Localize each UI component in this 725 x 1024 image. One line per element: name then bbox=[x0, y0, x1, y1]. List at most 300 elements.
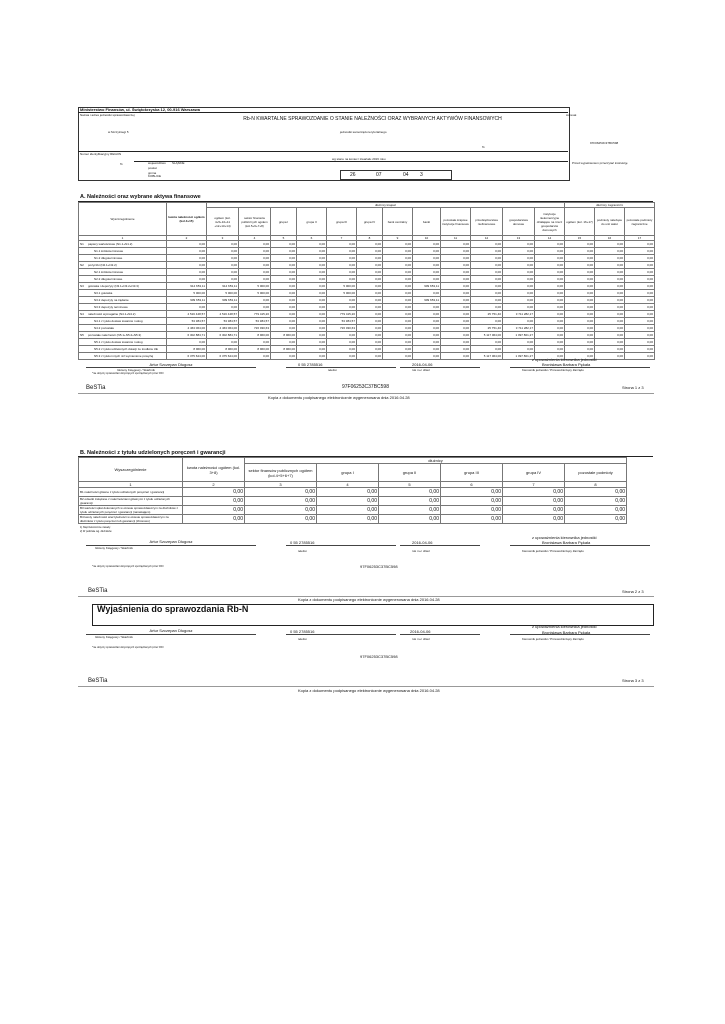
table-cell: 0,00 bbox=[503, 262, 535, 269]
table-cell: 0,00 bbox=[239, 297, 271, 304]
page2-bestia: BeSTia bbox=[88, 588, 108, 594]
table-cell: 0,00 bbox=[357, 262, 383, 269]
table-cell: 0,00 bbox=[565, 515, 627, 524]
table-cell: 0,00 bbox=[503, 255, 535, 262]
unit-name: w.Szczytniegi 5 bbox=[108, 130, 129, 134]
sig-name-left: Artur Szczepan Długosz bbox=[149, 362, 193, 367]
table-cell: 0,00 bbox=[503, 339, 535, 346]
row-text: pozostałe należności (N5.1+N5.2+N5.3) bbox=[88, 333, 142, 337]
row-label bbox=[79, 297, 167, 304]
table-cell: 0,00 bbox=[271, 339, 297, 346]
table-cell: 0,00 bbox=[565, 248, 595, 255]
sig-right-line1: z upoważnienia kierownika jednostki bbox=[532, 357, 597, 362]
table-cell: 0,00 bbox=[297, 297, 327, 304]
regon-label: Numer identyfikacyjny REGON bbox=[80, 152, 122, 156]
table-cell: 0,00 bbox=[297, 269, 327, 276]
table-cell: 0,00 bbox=[535, 283, 565, 290]
table-cell: 4 463 064,00 bbox=[167, 325, 207, 332]
table-cell: 0,00 bbox=[625, 346, 655, 353]
row-text: N1.2 długoterminowe bbox=[94, 256, 123, 260]
table-cell: 0,00 bbox=[379, 497, 441, 506]
row-label bbox=[79, 276, 167, 283]
b-col-grupa1: grupa I bbox=[317, 464, 379, 482]
row-label bbox=[79, 325, 167, 332]
table-cell: 0,00 bbox=[595, 311, 625, 318]
table-cell: 0,00 bbox=[297, 283, 327, 290]
col-number: 1 bbox=[79, 236, 167, 241]
table-cell: 53 384,57 bbox=[239, 318, 271, 325]
table-cell: 0,00 bbox=[357, 325, 383, 332]
table-cell: 0,00 bbox=[441, 325, 471, 332]
table-cell: 0,00 bbox=[625, 297, 655, 304]
table-cell: 0,00 bbox=[503, 269, 535, 276]
table-cell: 0,00 bbox=[535, 311, 565, 318]
table-cell: 0,00 bbox=[245, 497, 317, 506]
b-row-label: B2 odsetki związane z należnościami głównymi z tytułu udzielonych gwarancji bbox=[79, 497, 183, 506]
col-kwota: kwota należności ogółem (kol.3+15) bbox=[167, 203, 207, 236]
page3-page-no: Strona 3 z 3 bbox=[622, 678, 644, 683]
p2-sig-footnote: *nie dotyczy sprawozdań dotyczących sporządzanych przez RIO bbox=[92, 565, 164, 568]
b-col-number: 2 bbox=[183, 482, 245, 488]
table-cell: 0,00 bbox=[383, 283, 413, 290]
page1-code: 97F06253C37BC598 bbox=[342, 384, 389, 390]
table-cell: 0,00 bbox=[471, 262, 503, 269]
table-cell: 0,00 bbox=[595, 269, 625, 276]
col-number: 9 bbox=[383, 236, 413, 241]
table-cell: 0,00 bbox=[167, 248, 207, 255]
col-gospodarstwa: gospodarstwa domowe bbox=[503, 208, 535, 236]
table-cell: 0,00 bbox=[297, 262, 327, 269]
table-cell: 0,00 bbox=[595, 241, 625, 248]
table-cell: 0,00 bbox=[595, 332, 625, 339]
table-row bbox=[79, 276, 655, 283]
col-grupa3: grupa III bbox=[327, 208, 357, 236]
section-b-title: B. Należności z tytułu udzielonych poręczeń i gwarancji bbox=[80, 450, 226, 456]
p3-sig-date: 2016-04-06 bbox=[410, 629, 431, 634]
table-cell: 0,00 bbox=[595, 339, 625, 346]
table-cell: 0,00 bbox=[357, 304, 383, 311]
table-cell: 0,00 bbox=[535, 318, 565, 325]
table-cell: 0,00 bbox=[625, 241, 655, 248]
table-cell: 0,00 bbox=[327, 255, 357, 262]
table-cell: 0,00 bbox=[565, 255, 595, 262]
table-cell: 0,00 bbox=[535, 297, 565, 304]
table-cell: 0,00 bbox=[297, 332, 327, 339]
p3-sig-role-right: Kierownik jednostki / Przewodniczący Zarządu bbox=[522, 637, 584, 641]
table-cell: 0,00 bbox=[383, 241, 413, 248]
table-cell: 0,00 bbox=[357, 269, 383, 276]
table-cell: 0,00 bbox=[271, 325, 297, 332]
col-number: 11 bbox=[441, 236, 471, 241]
table-cell: 0,00 bbox=[441, 488, 503, 497]
table-cell: 0,00 bbox=[383, 346, 413, 353]
table-cell: 0,00 bbox=[441, 311, 471, 318]
unit-label: Nazwa i adres jednostki sprawozdawczej bbox=[80, 113, 135, 117]
table-cell: 0,00 bbox=[327, 297, 357, 304]
p3-sig-name-left: Artur Szczepan Długosz bbox=[149, 628, 193, 633]
table-cell: 0,00 bbox=[271, 297, 297, 304]
col-number: 14 bbox=[535, 236, 565, 241]
table-cell: 5 000,00 bbox=[239, 290, 271, 297]
section-a-title: A. Należności oraz wybrane aktywa finansowe bbox=[80, 194, 201, 200]
table-cell: 0,00 bbox=[441, 332, 471, 339]
row-label bbox=[79, 318, 167, 325]
table-row bbox=[79, 325, 655, 332]
table-cell: 0,00 bbox=[625, 283, 655, 290]
row-label bbox=[79, 269, 167, 276]
b-col-number: 8 bbox=[565, 482, 627, 488]
table-cell: 0,00 bbox=[441, 269, 471, 276]
table-cell: 779 415,20 bbox=[239, 311, 271, 318]
table-cell: 0,00 bbox=[207, 276, 239, 283]
table-cell: 0,00 bbox=[357, 255, 383, 262]
deadline-label: Przed wypełnieniem przeczytać instrukcję bbox=[572, 161, 628, 165]
table-cell: 0,00 bbox=[471, 283, 503, 290]
table-cell: 0,00 bbox=[441, 290, 471, 297]
table-cell: 0,00 bbox=[167, 241, 207, 248]
table-cell: 0,00 bbox=[441, 515, 503, 524]
table-cell: 0,00 bbox=[239, 262, 271, 269]
table-cell: 0,00 bbox=[503, 488, 565, 497]
table-cell: 0,00 bbox=[357, 332, 383, 339]
table-cell: 0,00 bbox=[565, 339, 595, 346]
table-row bbox=[79, 304, 655, 311]
table-cell: 0,00 bbox=[535, 276, 565, 283]
table-cell: 0,00 bbox=[595, 304, 625, 311]
table-cell: 0,00 bbox=[383, 269, 413, 276]
table-cell: 0,00 bbox=[317, 506, 379, 515]
table-cell: 0,00 bbox=[535, 339, 565, 346]
table-cell: 0,00 bbox=[317, 497, 379, 506]
addressee-label: Adresat bbox=[566, 113, 577, 117]
table-cell: 0,00 bbox=[383, 297, 413, 304]
table-cell: 0,00 bbox=[271, 311, 297, 318]
row-text: N5.1 z tytułu dostaw towarów i usług bbox=[94, 340, 143, 344]
table-cell: 0,00 bbox=[379, 515, 441, 524]
table-cell: 0,00 bbox=[535, 325, 565, 332]
p3-sig-phone-label: telefon bbox=[298, 637, 308, 641]
table-cell: 0,00 bbox=[383, 304, 413, 311]
table-cell: 0,00 bbox=[441, 283, 471, 290]
table-cell: 0,00 bbox=[595, 297, 625, 304]
col-group-krajowi: dłużnicy krajowi bbox=[207, 203, 565, 208]
table-cell: 0,00 bbox=[503, 304, 535, 311]
table-cell: 0,00 bbox=[471, 318, 503, 325]
row-label bbox=[79, 241, 167, 248]
row-label bbox=[79, 262, 167, 269]
col-bank-centralny: bank centralny bbox=[383, 208, 413, 236]
table-cell: 0,00 bbox=[357, 353, 383, 360]
explanations-title: Wyjaśnienia do sprawozdania Rb-N bbox=[97, 604, 249, 614]
table-cell: 0,00 bbox=[441, 248, 471, 255]
sig-phone-label: telefon bbox=[328, 368, 338, 372]
table-cell: 0,00 bbox=[565, 241, 595, 248]
table-cell: 0,00 bbox=[413, 325, 441, 332]
table-cell: 0,00 bbox=[183, 488, 245, 497]
table-cell: 0,00 bbox=[441, 339, 471, 346]
table-cell: 0,00 bbox=[297, 311, 327, 318]
col-number: 6 bbox=[297, 236, 327, 241]
table-cell: 0,00 bbox=[441, 353, 471, 360]
table-cell: 0,00 bbox=[167, 339, 207, 346]
col-number: 17 bbox=[625, 236, 655, 241]
table-cell: 25 751,40 bbox=[471, 311, 503, 318]
table-row bbox=[79, 488, 627, 497]
table-cell: 914 653,11 bbox=[167, 283, 207, 290]
table-cell: 0,00 bbox=[535, 290, 565, 297]
table-cell: 0,00 bbox=[441, 276, 471, 283]
ministry-address: Ministerstwo Finansów, ul. Świętokrzyska 12, 00-916 Warszawa bbox=[80, 107, 200, 112]
table-cell: 0,00 bbox=[595, 290, 625, 297]
table-cell: 6 302 884,71 bbox=[207, 332, 239, 339]
table-cell: 0,00 bbox=[327, 262, 357, 269]
row-label bbox=[79, 332, 167, 339]
table-cell: 0,00 bbox=[357, 346, 383, 353]
table-cell: 909 653,11 bbox=[167, 297, 207, 304]
col-number: 10 bbox=[413, 236, 441, 241]
table-cell: 0,00 bbox=[297, 339, 327, 346]
table-cell: 8 960,00 bbox=[167, 346, 207, 353]
table-cell: 0,00 bbox=[239, 248, 271, 255]
table-cell: 0,00 bbox=[595, 325, 625, 332]
table-cell: 4 516 448,57 bbox=[167, 311, 207, 318]
sig-date-label: rok m-c dzień bbox=[412, 368, 431, 372]
col-wyszczegolnienie: Wyszczególnienie bbox=[79, 203, 167, 236]
table-cell: 0,00 bbox=[565, 353, 595, 360]
table-cell: 8 960,00 bbox=[271, 346, 297, 353]
table-cell: 0,00 bbox=[503, 515, 565, 524]
row-text: należności wymagalne (N4.1+N4.2) bbox=[88, 312, 136, 316]
table-cell: 0,00 bbox=[471, 339, 503, 346]
table-cell: 0,00 bbox=[503, 506, 565, 515]
col-group-zagraniczni: dłużnicy zagraniczni bbox=[565, 203, 655, 208]
page1-copy-note: Kopia z dokumentu podpisanego elektronicznie wygenerowana dnia 2016.04.28 bbox=[268, 395, 410, 400]
col-number: 5 bbox=[271, 236, 297, 241]
p3-sig-role-left: Główny Księgowy / Skarbnik bbox=[95, 635, 133, 639]
table-cell: 0,00 bbox=[245, 506, 317, 515]
table-cell: 0,00 bbox=[595, 318, 625, 325]
table-cell: 0,00 bbox=[297, 304, 327, 311]
page2-page-no: Strona 2 z 3 bbox=[622, 589, 644, 594]
row-label bbox=[79, 248, 167, 255]
b-col-pozostale: pozostałe podmioty bbox=[565, 464, 627, 482]
section-b-table bbox=[78, 457, 627, 524]
page2-code: 97F06253C37BC598 bbox=[360, 564, 398, 569]
table-cell: 0,00 bbox=[565, 290, 595, 297]
table-cell: 6 375 624,00 bbox=[167, 353, 207, 360]
table-cell: 0,00 bbox=[413, 262, 441, 269]
table-cell: 0,00 bbox=[167, 255, 207, 262]
table-cell: 0,00 bbox=[297, 241, 327, 248]
table-cell: 0,00 bbox=[441, 262, 471, 269]
sig-role-left: Główny Księgowy / Skarbnik bbox=[117, 368, 155, 372]
b-col-number: 5 bbox=[379, 482, 441, 488]
table-cell: 0,00 bbox=[503, 297, 535, 304]
table-cell: 6 375 624,00 bbox=[207, 353, 239, 360]
table-cell: 909 653,11 bbox=[207, 297, 239, 304]
table-cell: 0,00 bbox=[471, 248, 503, 255]
table-cell: 0,00 bbox=[441, 318, 471, 325]
sig-date: 2016-04-06 bbox=[412, 362, 433, 367]
table-cell: 0,00 bbox=[183, 497, 245, 506]
page3-code: 97F06253C37BC598 bbox=[360, 654, 398, 659]
table-cell: 0,00 bbox=[357, 318, 383, 325]
table-cell: 0,00 bbox=[327, 346, 357, 353]
b-col-number: 4 bbox=[317, 482, 379, 488]
table-cell: 5 117 064,00 bbox=[471, 332, 503, 339]
table-cell: 0,00 bbox=[625, 353, 655, 360]
table-cell: 0,00 bbox=[383, 325, 413, 332]
table-row bbox=[79, 283, 655, 290]
table-cell: 0,00 bbox=[271, 304, 297, 311]
b-col-dluznicy: dłużnicy bbox=[245, 458, 627, 464]
table-cell: 0,00 bbox=[565, 262, 595, 269]
b-col-grupa4: grupa IV bbox=[503, 464, 565, 482]
row-text: N5.3 z tytułu innych niż wymienione powyżej bbox=[94, 354, 154, 358]
table-row bbox=[79, 515, 627, 524]
row-label bbox=[79, 283, 167, 290]
percent-small: % bbox=[120, 162, 123, 166]
table-cell: 0,00 bbox=[167, 262, 207, 269]
page3-copy-note: Kopia z dokumentu podpisanego elektronicznie wygenerowana dnia 2016.04.28 bbox=[298, 688, 440, 693]
table-cell: 3 711 282,17 bbox=[503, 325, 535, 332]
table-cell: 0,00 bbox=[413, 290, 441, 297]
table-cell: 0,00 bbox=[535, 241, 565, 248]
table-cell: 0,00 bbox=[207, 262, 239, 269]
row-text: N4.2 pozostałe bbox=[94, 326, 115, 330]
table-cell: 0,00 bbox=[271, 318, 297, 325]
p2-sig-role-right: Kierownik jednostki / Przewodniczący Zarządu bbox=[522, 549, 584, 553]
table-cell: 0,00 bbox=[245, 488, 317, 497]
table-cell: 0,00 bbox=[595, 283, 625, 290]
table-cell: 0,00 bbox=[297, 325, 327, 332]
table-row bbox=[79, 290, 655, 297]
table-row bbox=[79, 297, 655, 304]
table-cell: 0,00 bbox=[595, 248, 625, 255]
section-b-note-2: 2) W podziale wg. dłużników bbox=[80, 530, 112, 533]
table-cell: 0,00 bbox=[383, 318, 413, 325]
table-row bbox=[79, 339, 655, 346]
table-cell: 0,00 bbox=[317, 515, 379, 524]
table-cell: 0,00 bbox=[297, 276, 327, 283]
table-cell: 0,00 bbox=[239, 339, 271, 346]
table-row bbox=[79, 262, 655, 269]
table-cell: 53 384,57 bbox=[167, 318, 207, 325]
table-cell: 0,00 bbox=[167, 269, 207, 276]
page3-bestia: BeSTia bbox=[88, 678, 108, 684]
table-cell: 0,00 bbox=[271, 276, 297, 283]
row-number: N1 bbox=[80, 242, 84, 246]
row-label bbox=[79, 353, 167, 360]
table-cell: 0,00 bbox=[535, 269, 565, 276]
table-cell: 0,00 bbox=[535, 304, 565, 311]
table-cell: 0,00 bbox=[503, 241, 535, 248]
table-cell: 0,00 bbox=[535, 262, 565, 269]
table-cell: 779 415,20 bbox=[327, 311, 357, 318]
table-cell: 0,00 bbox=[595, 353, 625, 360]
table-cell: 0,00 bbox=[327, 332, 357, 339]
p2-sig-right-line1: z upoważnienia kierownika jednostki bbox=[532, 535, 597, 540]
table-cell: 0,00 bbox=[471, 304, 503, 311]
col-pozostale-krajowe: pozostałe krajowe instytucje finansowe bbox=[441, 208, 471, 236]
table-cell: 0,00 bbox=[625, 339, 655, 346]
table-cell: 6 302 884,71 bbox=[167, 332, 207, 339]
table-cell: 0,00 bbox=[503, 318, 535, 325]
table-cell: 0,00 bbox=[565, 297, 595, 304]
p2-sig-date-label: rok m-c dzień bbox=[412, 549, 431, 553]
table-cell: 0,00 bbox=[413, 269, 441, 276]
table-cell: 0,00 bbox=[625, 304, 655, 311]
table-cell: 0,00 bbox=[535, 248, 565, 255]
col-banki: banki bbox=[413, 208, 441, 236]
table-cell: 726 030,63 bbox=[239, 325, 271, 332]
table-cell: 0,00 bbox=[471, 276, 503, 283]
page1-bestia: BeSTia bbox=[86, 385, 106, 391]
table-cell: 0,00 bbox=[357, 290, 383, 297]
table-cell: 0,00 bbox=[471, 241, 503, 248]
section-a-table bbox=[78, 202, 655, 360]
b-row-label: B3 wartości spłat dokonanych w okresie sprawozdawczym za dłużników z tytułu udzielonych poręczeń i gwarancji (narastająco) bbox=[79, 506, 183, 515]
table-cell: 0,00 bbox=[327, 248, 357, 255]
percent-mark: % bbox=[482, 145, 485, 149]
table-cell: 8 960,00 bbox=[239, 346, 271, 353]
table-cell: 0,00 bbox=[625, 332, 655, 339]
col-grupa2: grupa II bbox=[297, 208, 327, 236]
p3-sig-date-label: rok m-c dzień bbox=[412, 637, 431, 641]
b-col-sektor: sektor finansów publicznych ogółem (kol.4+5+6+7) bbox=[245, 464, 317, 482]
col-number: 7 bbox=[327, 236, 357, 241]
row-text: N3.2 depozyty na żądanie bbox=[94, 298, 129, 302]
table-cell: 0,00 bbox=[207, 248, 239, 255]
table-cell: 0,00 bbox=[413, 346, 441, 353]
admin-value-commune: KOBLICE bbox=[148, 174, 162, 178]
row-number: N2 bbox=[80, 263, 84, 267]
table-row bbox=[79, 269, 655, 276]
table-cell: 0,00 bbox=[413, 339, 441, 346]
table-cell: 4 516 448,57 bbox=[207, 311, 239, 318]
b-col-wyszczegolnienie: Wyszczególnienie bbox=[79, 458, 183, 482]
table-cell: 0,00 bbox=[625, 290, 655, 297]
table-cell: 0,00 bbox=[239, 269, 271, 276]
table-cell: 914 653,11 bbox=[207, 283, 239, 290]
table-cell: 0,00 bbox=[625, 311, 655, 318]
table-cell: 0,00 bbox=[625, 276, 655, 283]
document-code: 97F06253C37BC598 bbox=[590, 141, 619, 145]
table-cell: 0,00 bbox=[379, 506, 441, 515]
table-cell: 0,00 bbox=[565, 506, 627, 515]
table-cell: 0,00 bbox=[565, 311, 595, 318]
table-cell: 0,00 bbox=[625, 255, 655, 262]
table-cell: 0,00 bbox=[183, 515, 245, 524]
p2-sig-phone-label: telefon bbox=[298, 549, 308, 553]
table-cell: 0,00 bbox=[245, 515, 317, 524]
col-instytucje: instytucje niekomercyjne działające na rzecz gospodarstw domowych bbox=[535, 208, 565, 236]
table-cell: 0,00 bbox=[379, 488, 441, 497]
table-cell: 0,00 bbox=[327, 241, 357, 248]
table-cell: 0,00 bbox=[357, 241, 383, 248]
col-number: 15 bbox=[565, 236, 595, 241]
table-cell: 0,00 bbox=[357, 283, 383, 290]
table-cell: 0,00 bbox=[383, 311, 413, 318]
row-number: N3 bbox=[80, 284, 84, 288]
table-cell: 0,00 bbox=[413, 332, 441, 339]
p2-sig-right-line2: Bronisława Barbara Pękała bbox=[542, 540, 591, 545]
admin-label-county: powiat bbox=[148, 166, 157, 170]
b-col-grupa2: grupa II bbox=[379, 464, 441, 482]
row-label bbox=[79, 290, 167, 297]
admin-label-commune: gmina bbox=[148, 171, 157, 175]
table-cell: 0,00 bbox=[271, 353, 297, 360]
